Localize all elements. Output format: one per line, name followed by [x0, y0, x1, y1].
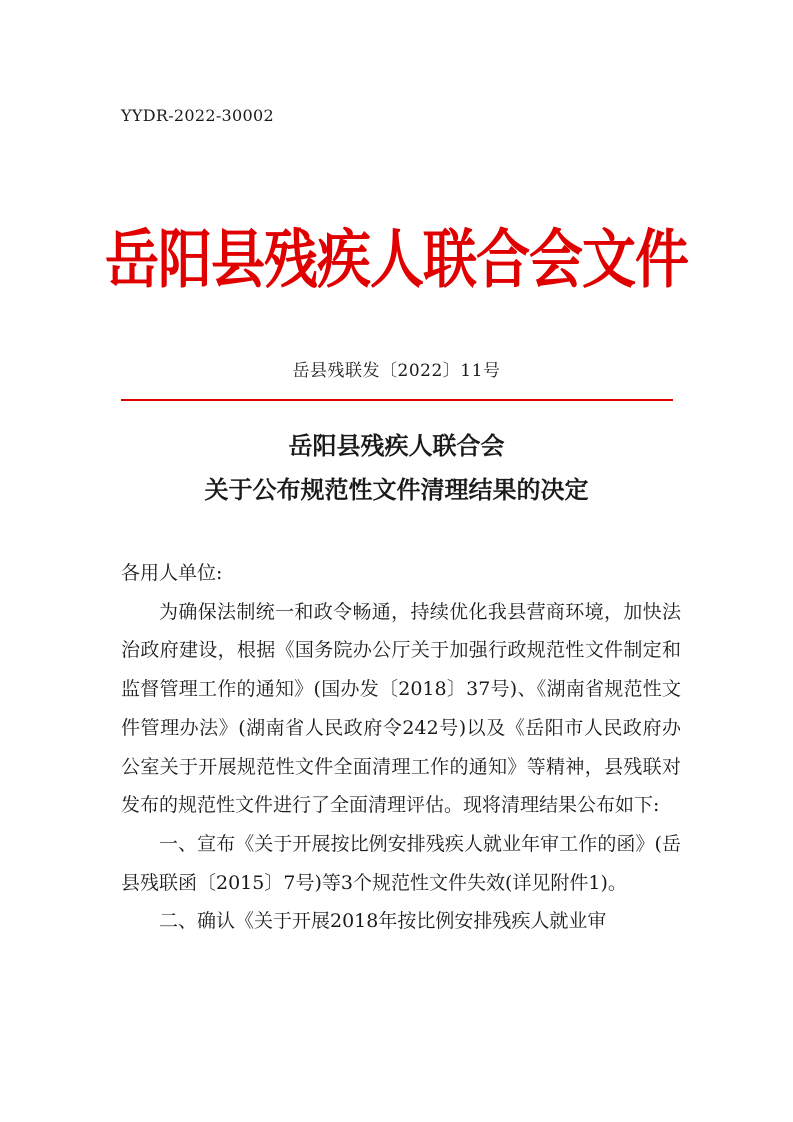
document-number: 岳县残联发〔2022〕11号	[292, 361, 501, 381]
salutation: 各用人单位:	[121, 562, 223, 584]
paragraph-3: 二、确认《关于开展2018年按比例安排残疾人就业审	[159, 910, 607, 933]
document-body	[121, 554, 681, 941]
document-code: YYDR-2022-30002	[121, 106, 274, 125]
paragraph-1: 为确保法制统一和政令畅通，持续优化我县营商环境，加快法治政府建设，根据《国务院办公厅关于加强行政规范性文件制定和监督管理工作的通知》(国办发〔2018〕37号)、《湖南省规范性文件管理办法》(湖南省人民政府令242号)以及《岳阳市人民政府办公室关于开展规范性文件全面清理工作的通知》等精神，县残联对发布的规范性文件进行了全面清理评估。现将清理结果公布如下:	[121, 600, 681, 817]
title-line-2: 关于公布规范性文件清理结果的决定	[204, 476, 589, 504]
title-line-1: 岳阳县残疾人联合会	[288, 432, 505, 460]
red-divider	[121, 399, 673, 401]
document-header: 岳阳县残疾人联合会文件	[105, 222, 688, 297]
document-title	[0, 424, 793, 512]
paragraph-2: 一、宣布《关于开展按比例安排残疾人就业年审工作的函》(岳县残联函〔2015〕7号)等3个规范性文件失效(详见附件1)。	[121, 832, 681, 894]
